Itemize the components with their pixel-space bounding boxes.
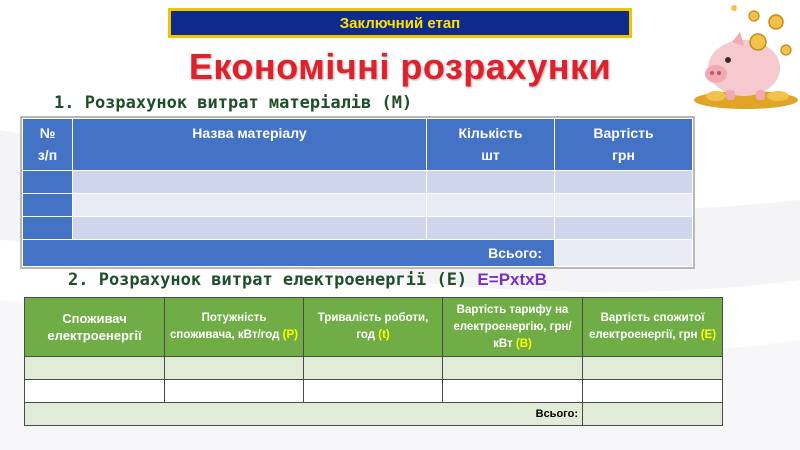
table-cell[interactable] [165,380,304,403]
header-duration [304,298,443,357]
header-cost: Вартість грн [555,119,693,171]
header-energy-cost-var: (Е) [700,329,717,341]
table-cell[interactable] [427,171,555,194]
table-cell[interactable] [555,217,693,240]
energy-table [24,297,723,426]
header-consumer [25,298,165,357]
header-duration-var: (t) [378,329,390,341]
table-cell[interactable] [23,217,73,240]
table-cell[interactable] [25,380,165,403]
table-cell[interactable] [427,217,555,240]
header-quantity: Кількість шт [427,119,555,171]
table-cell[interactable] [583,380,723,403]
table-cell[interactable] [73,171,427,194]
energy-total-label: Всього: [25,403,583,426]
table-cell[interactable] [555,171,693,194]
section2-heading [68,270,547,290]
materials-table [22,118,693,267]
materials-header-row [23,119,693,171]
table-row [23,217,693,240]
table-cell[interactable] [427,194,555,217]
header-power-var: (Р) [282,329,299,341]
piggy-bank-icon [686,0,800,112]
table-cell[interactable] [73,194,427,217]
table-row [25,357,723,380]
header-consumer-text: Споживач електроенергії [47,311,142,343]
header-tariff-text: Вартість тарифу на електроенергію, грн/кВт [453,303,572,350]
header-tariff [443,298,583,357]
header-energy-cost [583,298,723,357]
energy-header-row [25,298,723,357]
section2-heading-text: 2. Розрахунок витрат електроенергії (Е) [68,270,468,290]
table-row [23,171,693,194]
page-title: Економічні розрахунки [188,46,612,87]
table-cell[interactable] [165,357,304,380]
table-cell[interactable] [443,357,583,380]
table-cell[interactable] [583,357,723,380]
table-cell[interactable] [555,194,693,217]
header-material-name: Назва матеріалу [73,119,427,171]
table-cell[interactable] [443,380,583,403]
header-power-text: Потужність споживача, кВт/год [169,312,280,341]
table-cell[interactable] [304,357,443,380]
table-cell[interactable] [25,357,165,380]
header-number: № з/п [23,119,73,171]
table-cell[interactable] [23,171,73,194]
energy-total-value[interactable] [583,403,723,426]
table-cell[interactable] [73,217,427,240]
energy-total-row [25,403,723,426]
table-cell[interactable] [304,380,443,403]
table-cell[interactable] [23,194,73,217]
header-tariff-var: (В) [515,337,532,350]
section1-heading: 1. Розрахунок витрат матеріалів (М) [54,93,413,113]
table-row [23,194,693,217]
energy-formula: E=PxtxB [477,270,547,289]
stage-banner [168,8,632,38]
stage-banner-text: Заключний етап [339,14,461,32]
header-duration-text: Тривалість роботи, год [317,312,429,341]
materials-total-row [23,240,693,267]
table-row [25,380,723,403]
materials-total-label: Всього: [23,240,555,267]
header-energy-cost-text: Вартість спожитої електроенергії, грн [588,312,705,341]
materials-total-value[interactable] [555,240,693,267]
header-power [165,298,304,357]
